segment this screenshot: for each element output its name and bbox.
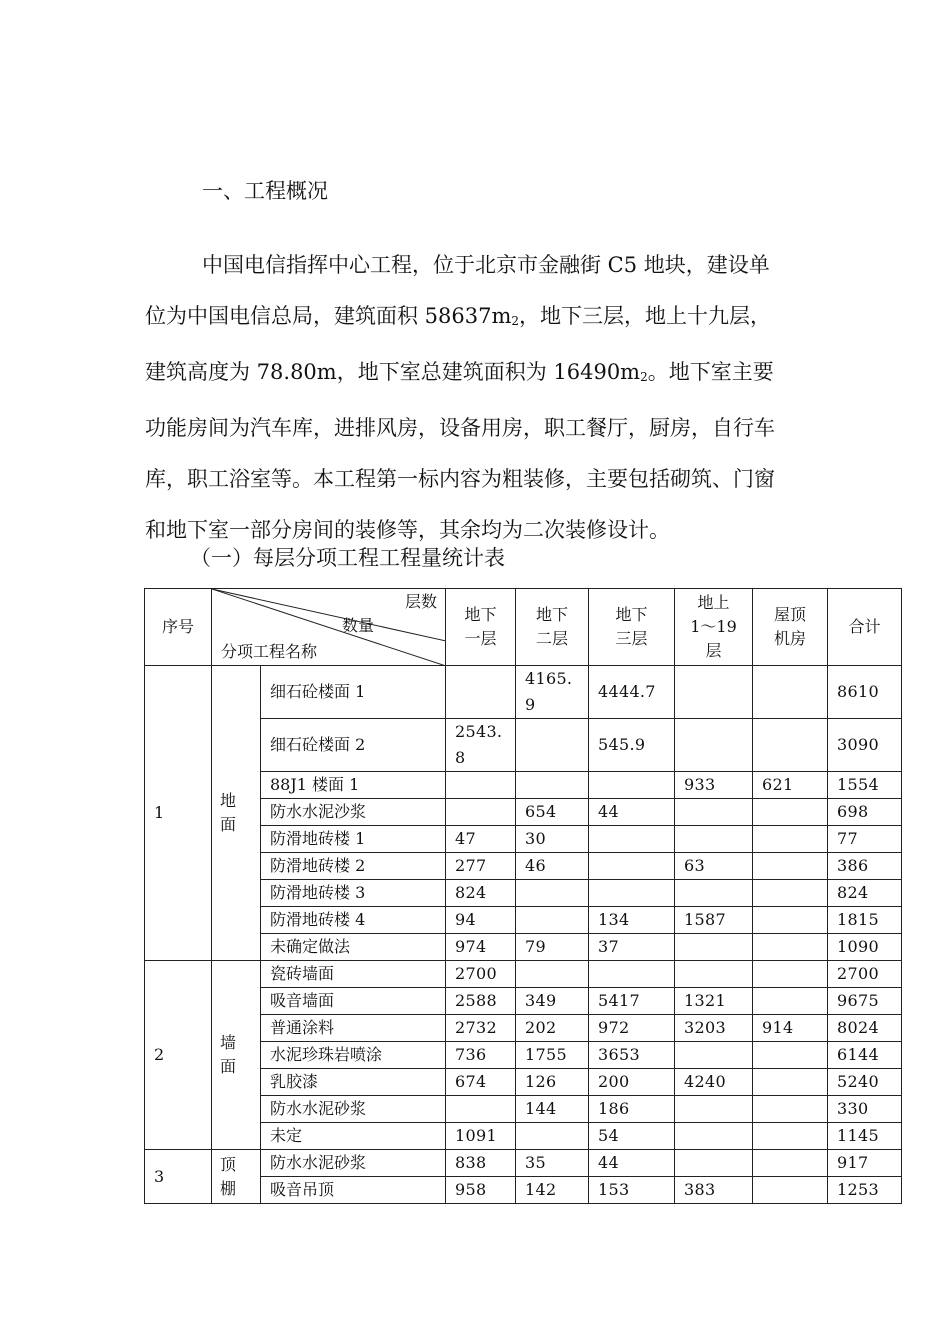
overview-paragraph bbox=[145, 240, 825, 556]
category-char: 地 bbox=[220, 791, 237, 810]
cell-b3: 200 bbox=[589, 1069, 675, 1096]
group-seq: 2 bbox=[145, 961, 212, 1150]
cell-b1: 277 bbox=[446, 853, 516, 880]
cell-roof bbox=[753, 961, 828, 988]
cell-b2 bbox=[516, 1123, 589, 1150]
cell-roof bbox=[753, 799, 828, 826]
cell-total: 386 bbox=[828, 853, 902, 880]
table-row bbox=[145, 1150, 902, 1177]
cell-total: 6144 bbox=[828, 1042, 902, 1069]
item-name: 防滑地砖楼 3 bbox=[261, 880, 446, 907]
cell-b3: 3653 bbox=[589, 1042, 675, 1069]
table-header-row bbox=[145, 589, 902, 666]
cell-b2: 654 bbox=[516, 799, 589, 826]
cell-b1: 824 bbox=[446, 880, 516, 907]
header-b3 bbox=[589, 589, 675, 666]
cell-above bbox=[675, 666, 753, 719]
header-text: 屋顶 bbox=[773, 605, 806, 624]
category-char: 墙 bbox=[220, 1033, 237, 1052]
cell-roof bbox=[753, 853, 828, 880]
cell-above bbox=[675, 1123, 753, 1150]
cell-total: 330 bbox=[828, 1096, 902, 1123]
cell-total: 3090 bbox=[828, 719, 902, 772]
header-text: 一层 bbox=[464, 629, 497, 648]
cell-b1: 94 bbox=[446, 907, 516, 934]
item-name: 防滑地砖楼 2 bbox=[261, 853, 446, 880]
cell-b3: 44 bbox=[589, 799, 675, 826]
cell-roof: 621 bbox=[753, 772, 828, 799]
cell-b1 bbox=[446, 1096, 516, 1123]
cell-roof bbox=[753, 880, 828, 907]
cell-above: 383 bbox=[675, 1177, 753, 1204]
cell-b3: 44 bbox=[589, 1150, 675, 1177]
category-char: 面 bbox=[220, 815, 237, 834]
group-category bbox=[212, 961, 261, 1150]
cell-b1: 2700 bbox=[446, 961, 516, 988]
header-text: 1～19 bbox=[690, 617, 737, 636]
cell-roof bbox=[753, 826, 828, 853]
cell-b3: 153 bbox=[589, 1177, 675, 1204]
cell-roof bbox=[753, 934, 828, 961]
cell-b1: 2543.8 bbox=[446, 719, 516, 772]
cell-b2: 126 bbox=[516, 1069, 589, 1096]
item-name: 防滑地砖楼 1 bbox=[261, 826, 446, 853]
cell-total: 1815 bbox=[828, 907, 902, 934]
cell-roof bbox=[753, 1177, 828, 1204]
cell-above bbox=[675, 719, 753, 772]
cell-above bbox=[675, 880, 753, 907]
paragraph-text: 位为中国电信总局，建筑面积 58637m bbox=[145, 304, 512, 328]
cell-above bbox=[675, 1096, 753, 1123]
cell-above: 63 bbox=[675, 853, 753, 880]
cell-total: 1145 bbox=[828, 1123, 902, 1150]
header-text: 地上 bbox=[697, 593, 730, 612]
cell-b3: 37 bbox=[589, 934, 675, 961]
cell-b2 bbox=[516, 907, 589, 934]
header-item-label: 分项工程名称 bbox=[221, 642, 318, 661]
cell-b2 bbox=[516, 772, 589, 799]
cell-b3: 54 bbox=[589, 1123, 675, 1150]
group-seq: 3 bbox=[145, 1150, 212, 1204]
header-text: 地下 bbox=[464, 605, 497, 624]
cell-total: 1090 bbox=[828, 934, 902, 961]
cell-b3: 4444.7 bbox=[589, 666, 675, 719]
superscript-unit: 2 bbox=[511, 314, 520, 328]
cell-b1: 736 bbox=[446, 1042, 516, 1069]
cell-total: 824 bbox=[828, 880, 902, 907]
cell-b2: 46 bbox=[516, 853, 589, 880]
item-name: 吸音墙面 bbox=[261, 988, 446, 1015]
superscript-unit: 2 bbox=[640, 370, 648, 384]
cell-total: 2700 bbox=[828, 961, 902, 988]
header-seq: 序号 bbox=[145, 589, 212, 666]
section-heading: 一、工程概况 bbox=[202, 179, 328, 203]
header-total: 合计 bbox=[828, 589, 902, 666]
cell-b3 bbox=[589, 880, 675, 907]
quantity-table bbox=[144, 588, 902, 1204]
cell-total: 1253 bbox=[828, 1177, 902, 1204]
cell-b1: 2732 bbox=[446, 1015, 516, 1042]
cell-above bbox=[675, 1150, 753, 1177]
cell-b1: 974 bbox=[446, 934, 516, 961]
paragraph-line bbox=[145, 347, 825, 403]
cell-total: 77 bbox=[828, 826, 902, 853]
item-name: 未定 bbox=[261, 1123, 446, 1150]
item-name: 细石砼楼面 2 bbox=[261, 719, 446, 772]
category-char: 面 bbox=[220, 1057, 237, 1076]
cell-total: 1554 bbox=[828, 772, 902, 799]
cell-roof bbox=[753, 1042, 828, 1069]
item-name: 未确定做法 bbox=[261, 934, 446, 961]
item-name: 水泥珍珠岩喷涂 bbox=[261, 1042, 446, 1069]
cell-roof bbox=[753, 666, 828, 719]
cell-above: 1321 bbox=[675, 988, 753, 1015]
cell-total: 9675 bbox=[828, 988, 902, 1015]
cell-b3: 134 bbox=[589, 907, 675, 934]
cell-above: 1587 bbox=[675, 907, 753, 934]
item-name: 普通涂料 bbox=[261, 1015, 446, 1042]
cell-b2: 30 bbox=[516, 826, 589, 853]
cell-b2: 79 bbox=[516, 934, 589, 961]
cell-b2: 4165.9 bbox=[516, 666, 589, 719]
header-floors-label: 层数 bbox=[405, 592, 438, 611]
cell-roof bbox=[753, 1150, 828, 1177]
cell-b2: 349 bbox=[516, 988, 589, 1015]
cell-total: 5240 bbox=[828, 1069, 902, 1096]
cell-roof: 914 bbox=[753, 1015, 828, 1042]
cell-roof bbox=[753, 1096, 828, 1123]
item-name: 防水水泥砂浆 bbox=[261, 1150, 446, 1177]
group-category bbox=[212, 666, 261, 961]
cell-b3: 5417 bbox=[589, 988, 675, 1015]
paragraph-text: 建筑高度为 78.80m，地下室总建筑面积为 16490m bbox=[145, 360, 641, 384]
group-seq: 1 bbox=[145, 666, 212, 961]
cell-b3: 545.9 bbox=[589, 719, 675, 772]
cell-above bbox=[675, 826, 753, 853]
cell-above: 4240 bbox=[675, 1069, 753, 1096]
table-row bbox=[145, 666, 902, 719]
header-text: 二层 bbox=[535, 629, 568, 648]
cell-b3 bbox=[589, 961, 675, 988]
cell-roof bbox=[753, 1069, 828, 1096]
table-row bbox=[145, 961, 902, 988]
cell-b1: 1091 bbox=[446, 1123, 516, 1150]
item-name: 细石砼楼面 1 bbox=[261, 666, 446, 719]
cell-b2: 202 bbox=[516, 1015, 589, 1042]
cell-total: 698 bbox=[828, 799, 902, 826]
paragraph-text: ，地下三层，地上十九层， bbox=[519, 304, 772, 328]
item-name: 88J1 楼面 1 bbox=[261, 772, 446, 799]
cell-roof bbox=[753, 1123, 828, 1150]
cell-b3 bbox=[589, 826, 675, 853]
cell-b1 bbox=[446, 666, 516, 719]
cell-b1: 2588 bbox=[446, 988, 516, 1015]
header-b2 bbox=[516, 589, 589, 666]
cell-b2: 142 bbox=[516, 1177, 589, 1204]
cell-b1: 958 bbox=[446, 1177, 516, 1204]
paragraph-text: 。地下室主要 bbox=[647, 360, 774, 384]
cell-total: 8610 bbox=[828, 666, 902, 719]
header-b1 bbox=[446, 589, 516, 666]
table-title: （一）每层分项工程工程量统计表 bbox=[190, 546, 505, 570]
cell-b2 bbox=[516, 719, 589, 772]
header-text: 地下 bbox=[615, 605, 648, 624]
cell-b3 bbox=[589, 853, 675, 880]
cell-b2: 35 bbox=[516, 1150, 589, 1177]
header-text: 地下 bbox=[535, 605, 568, 624]
paragraph-line: 中国电信指挥中心工程，位于北京市金融街 C5 地块，建设单 bbox=[202, 253, 770, 277]
header-text: 三层 bbox=[615, 629, 648, 648]
paragraph-line: 库，职工浴室等。本工程第一标内容为粗装修，主要包括砌筑、门窗 bbox=[145, 467, 775, 491]
item-name: 防水水泥砂浆 bbox=[261, 1096, 446, 1123]
item-name: 防水水泥沙浆 bbox=[261, 799, 446, 826]
cell-b2 bbox=[516, 880, 589, 907]
item-name: 防滑地砖楼 4 bbox=[261, 907, 446, 934]
cell-total: 8024 bbox=[828, 1015, 902, 1042]
header-text: 层 bbox=[705, 641, 722, 660]
cell-b2: 144 bbox=[516, 1096, 589, 1123]
header-text: 机房 bbox=[773, 629, 806, 648]
cell-b1: 674 bbox=[446, 1069, 516, 1096]
cell-b2 bbox=[516, 961, 589, 988]
header-diagonal-cell bbox=[212, 589, 446, 666]
category-char: 棚 bbox=[220, 1178, 237, 1198]
cell-above bbox=[675, 1042, 753, 1069]
group-category bbox=[212, 1150, 261, 1204]
cell-b1: 838 bbox=[446, 1150, 516, 1177]
cell-b3: 972 bbox=[589, 1015, 675, 1042]
item-name: 瓷砖墙面 bbox=[261, 961, 446, 988]
paragraph-line: 和地下室一部分房间的装修等，其余均为二次装修设计。 bbox=[145, 518, 670, 542]
header-qty-label: 数量 bbox=[342, 616, 375, 635]
item-name: 吸音吊顶 bbox=[261, 1177, 446, 1204]
header-roof bbox=[753, 589, 828, 666]
header-above bbox=[675, 589, 753, 666]
cell-total: 917 bbox=[828, 1150, 902, 1177]
category-char: 顶 bbox=[220, 1154, 237, 1174]
cell-above bbox=[675, 961, 753, 988]
cell-roof bbox=[753, 719, 828, 772]
cell-above: 3203 bbox=[675, 1015, 753, 1042]
cell-above bbox=[675, 799, 753, 826]
cell-roof bbox=[753, 907, 828, 934]
cell-roof bbox=[753, 988, 828, 1015]
paragraph-line bbox=[145, 291, 825, 347]
cell-above bbox=[675, 934, 753, 961]
item-name: 乳胶漆 bbox=[261, 1069, 446, 1096]
cell-b3 bbox=[589, 772, 675, 799]
cell-b3: 186 bbox=[589, 1096, 675, 1123]
paragraph-line: 功能房间为汽车库，进排风房，设备用房，职工餐厅，厨房，自行车 bbox=[145, 416, 775, 440]
cell-b1 bbox=[446, 772, 516, 799]
cell-above: 933 bbox=[675, 772, 753, 799]
cell-b1: 47 bbox=[446, 826, 516, 853]
cell-b2: 1755 bbox=[516, 1042, 589, 1069]
cell-b1 bbox=[446, 799, 516, 826]
